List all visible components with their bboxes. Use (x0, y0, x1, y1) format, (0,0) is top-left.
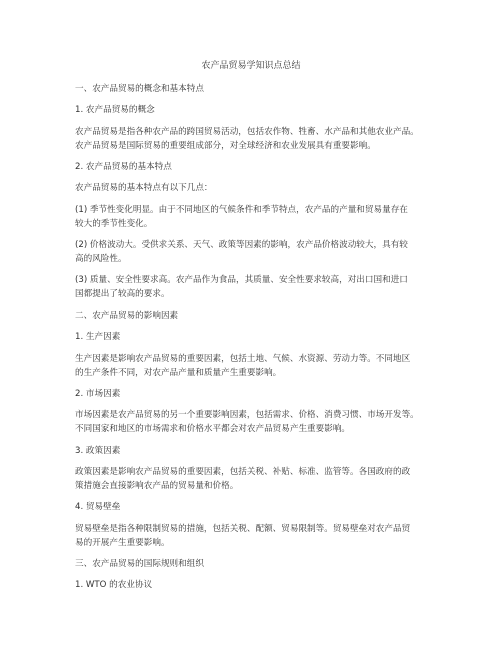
paragraph-line: 政策因素是影响农产品贸易的重要因素，包括关税、补贴、标准、监管等。各国政府的政 (75, 467, 411, 477)
paragraph-line: 农产品贸易的基本特点有以下几点： (75, 183, 213, 193)
paragraph-line: 生产因素是影响农产品贸易的重要因素，包括土地、气候、水资源、劳动力等。不同地区 (75, 354, 411, 364)
section-heading-3: 三、农产品贸易的国际规则和组织 (75, 559, 204, 569)
list-item-line: 较大的季节性变化。 (75, 219, 153, 229)
subheading-2-2: 2. 市场因素 (75, 389, 121, 399)
subheading-2-4: 4. 贸易壁垒 (75, 502, 121, 512)
list-item-line: (1) 季节性变化明显。由于不同地区的气候条件和季节特点，农产品的产量和贸易量存在 (75, 205, 408, 215)
subheading-2-3: 3. 政策因素 (75, 446, 121, 456)
list-item-line: 国都提出了较高的要求。 (75, 289, 170, 299)
paragraph-line: 贸易壁垒是指各种限制贸易的措施，包括关税、配额、贸易限制等。贸易壁垒对农产品贸 (75, 524, 411, 534)
subheading-3-1: 1. WTO 的农业协议 (75, 580, 153, 590)
section-heading-1: 一、农产品贸易的概念和基本特点 (75, 84, 204, 94)
paragraph-line: 市场因素是农产品贸易的另一个重要影响因素，包括需求、价格、消费习惯、市场开发等。 (75, 410, 419, 420)
list-item-line: 高的风险性。 (75, 254, 127, 264)
subheading-1-1: 1. 农产品贸易的概念 (75, 105, 155, 115)
paragraph-line: 的生产条件不同，对农产品产量和质量产生重要影响。 (75, 368, 282, 378)
list-item-line: (2) 价格波动大。受供求关系、天气、政策等因素的影响，农产品价格波动较大，具有较 (75, 240, 408, 250)
paragraph-line: 农产品贸易是国际贸易的重要组成部分，对全球经济和农业发展具有重要影响。 (75, 141, 376, 151)
paragraph-line: 策措施会直接影响农产品的贸易量和价格。 (75, 481, 239, 491)
list-item-line: (3) 质量、安全性要求高。农产品作为食品，其质量、安全性要求较高，对出口国和进口 (75, 275, 408, 285)
paragraph-line: 不同国家和地区的市场需求和价格水平都会对农产品贸易产生重要影响。 (75, 424, 351, 434)
subheading-2-1: 1. 生产因素 (75, 332, 121, 342)
paragraph-line: 易的开展产生重要影响。 (75, 538, 170, 548)
document-title: 农产品贸易学知识点总结 (201, 61, 301, 71)
subheading-1-2: 2. 农产品贸易的基本特点 (75, 162, 172, 172)
section-heading-2: 二、农产品贸易的影响因素 (75, 311, 179, 321)
paragraph-line: 农产品贸易是指各种农产品的跨国贸易活动，包括农作物、牲畜、水产品和其他农业产品。 (75, 127, 419, 137)
